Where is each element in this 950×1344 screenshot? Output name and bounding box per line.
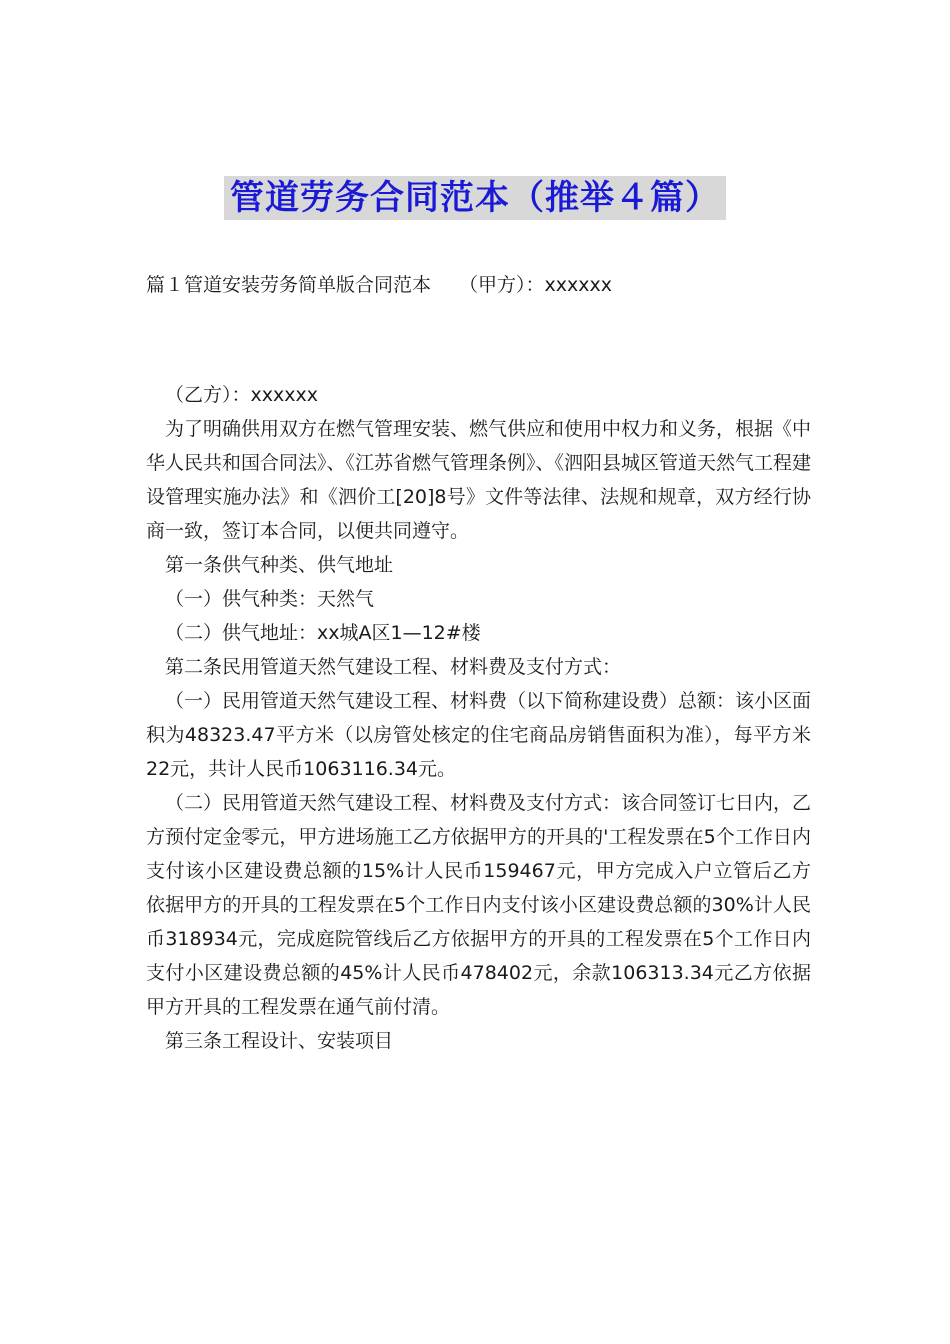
article-1-heading: 第一条供气种类、供气地址 <box>165 554 394 576</box>
article-1-item-1: （一）供气种类：天然气 <box>165 588 375 610</box>
section-heading-line <box>146 270 612 300</box>
article-2-heading: 第二条民用管道天然气建设工程、材料费及支付方式： <box>165 656 622 678</box>
document-body <box>146 378 811 1058</box>
paragraph-preamble: 为了明确供用双方在燃气管理安装、燃气供应和使用中权力和义务，根据《中华人民共和国合同法》、《江苏省燃气管理条例》、《泗阳县城区管道天然气工程建设管理实施办法》和《泗价工[20]8号》文件等法律、法规和规章，双方经行协商一致，签订本合同，以便共同遵守。 <box>146 418 812 542</box>
party-a: （甲方）：xxxxxx <box>459 274 612 296</box>
title-container <box>0 176 950 220</box>
article-2-item-1: （一）民用管道天然气建设工程、材料费（以下简称建设费）总额：该小区面积为48323.47平方米（以房管处核定的住宅商品房销售面积为准），每平方米22元，共计人民币1063116.34元。 <box>146 690 812 780</box>
section-heading: 篇１管道安装劳务简单版合同范本 <box>146 274 432 296</box>
document-title: 管道劳务合同范本（推举４篇） <box>224 176 726 220</box>
party-b: （乙方）：xxxxxx <box>165 384 318 406</box>
article-3-heading: 第三条工程设计、安装项目 <box>165 1030 394 1052</box>
article-2-item-2: （二）民用管道天然气建设工程、材料费及支付方式：该合同签订七日内，乙方预付定金零元，甲方进场施工乙方依据甲方的开具的'工程发票在5个工作日内支付该小区建设费总额的15%计人民币159467元，甲方完成入户立管后乙方依据甲方的开具的工程发票在5个工作日内支付该小区建设费总额的30%计人民币318934元，完成庭院管线后乙方依据甲方的开具的工程发票在5个工作日内支付小区建设费总额的45%计人民币478402元，余款106313.34元乙方依据甲方开具的工程发票在通气前付清。 <box>146 792 812 1018</box>
article-1-item-2: （二）供气地址：xx城A区1—12#楼 <box>165 622 481 644</box>
